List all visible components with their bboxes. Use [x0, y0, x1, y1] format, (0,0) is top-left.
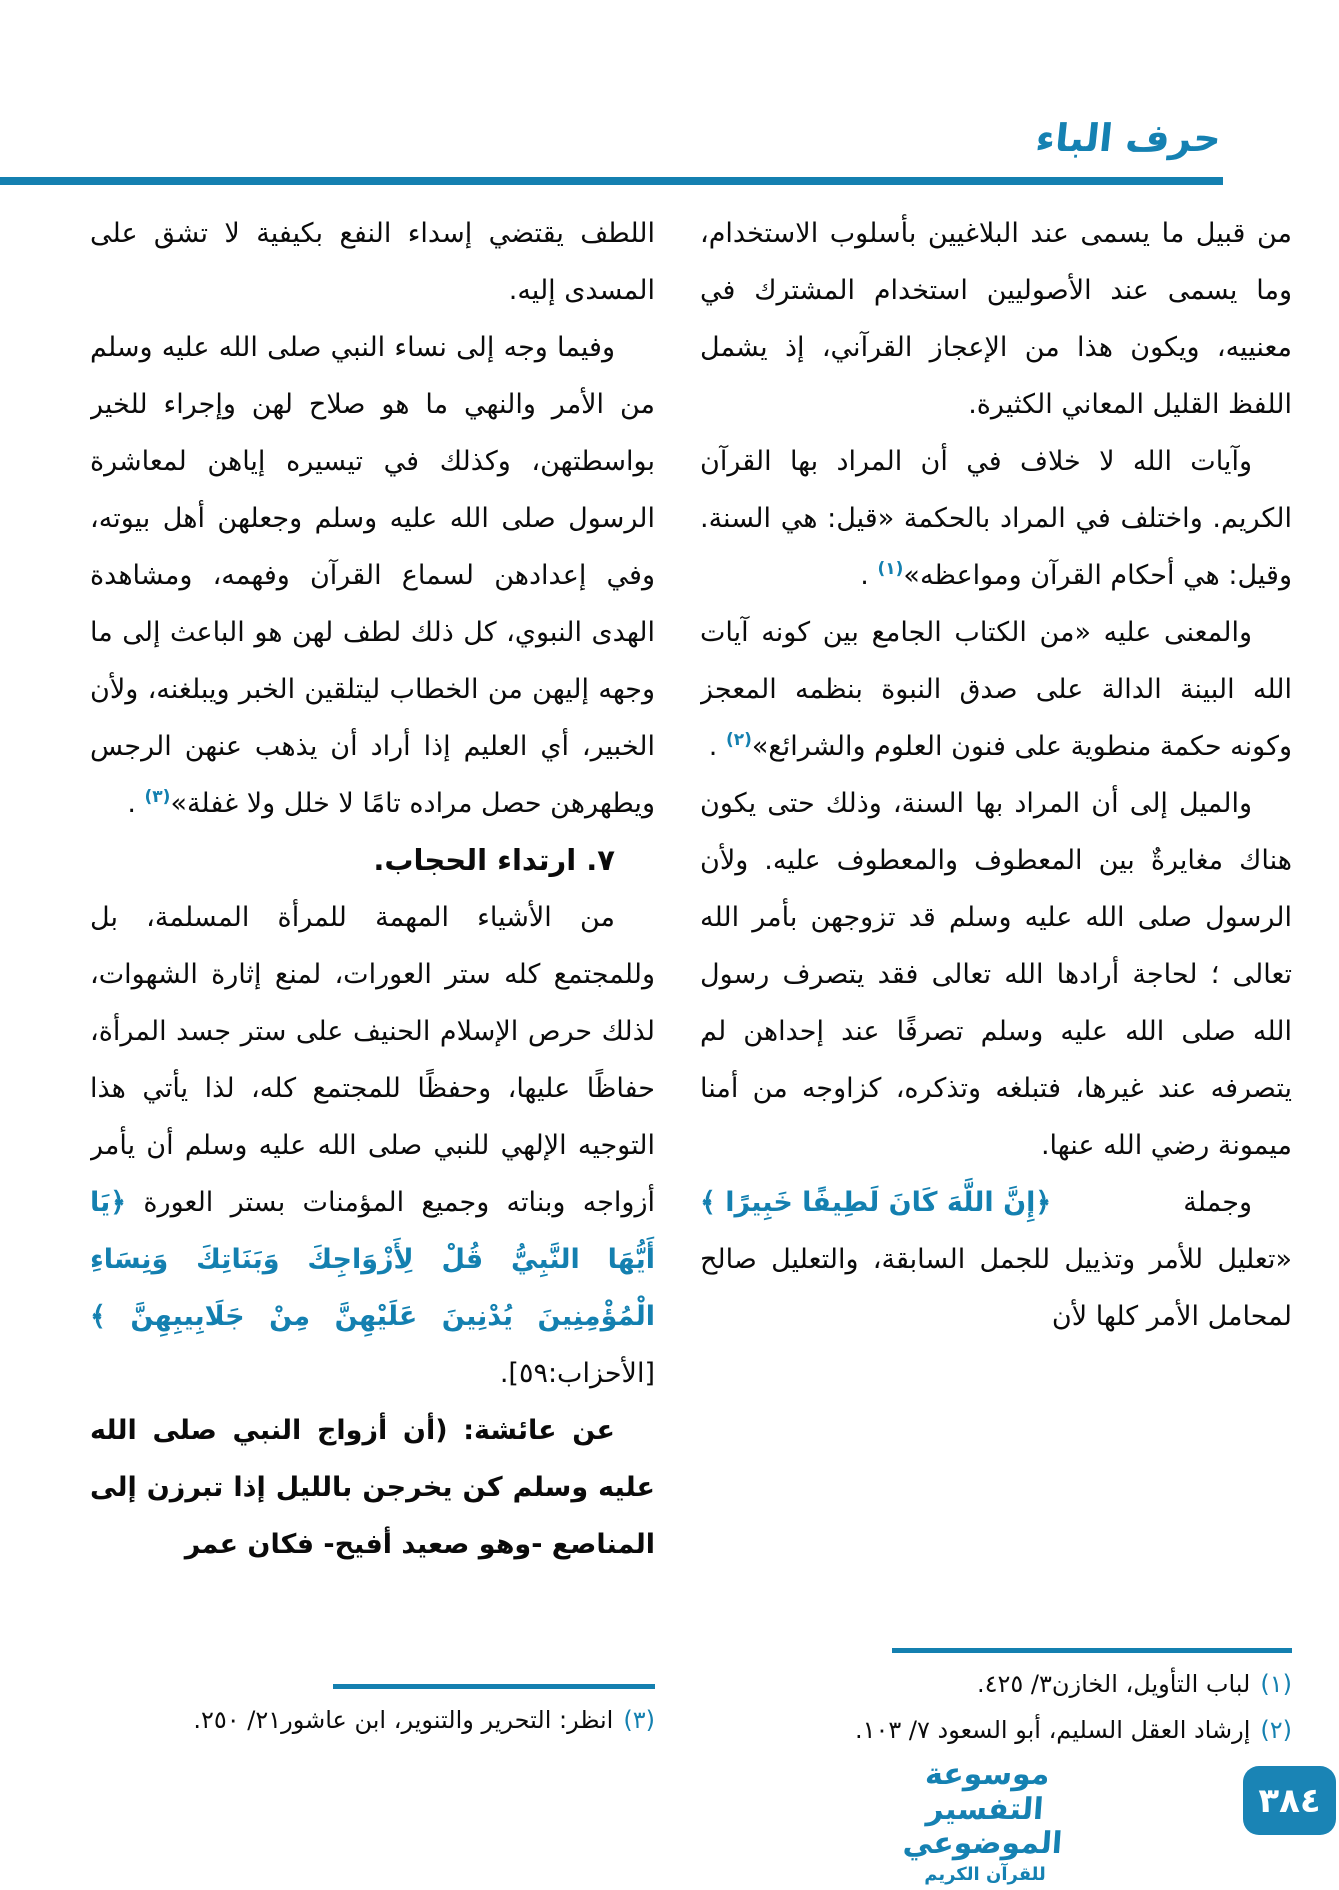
- footnote-separator: [333, 1684, 655, 1689]
- publisher-logo-subtitle: للقرآن الكريم: [924, 1863, 1046, 1885]
- page-number: ٣٨٤: [1258, 1780, 1321, 1821]
- footnote-text: انظر: التحرير والتنوير، ابن عاشور٢١/ ٢٥٠.: [193, 1706, 614, 1734]
- paragraph-lead-line: [700, 1174, 1292, 1231]
- column-left: [90, 205, 655, 1648]
- quran-verse: ﴿يَا أَيُّهَا النَّبِيُّ قُلْ لِأَزْوَاجِكَ وَبَنَاتِكَ وَنِسَاءِ الْمُؤْمِنِينَ يُدْنِينَ عَلَيْهِنَّ مِنْ جَلَابِيبِهِنَّ ﴾: [90, 1187, 655, 1332]
- publisher-logo-title: موسوعة التفسير الموضوعي: [901, 1757, 1064, 1861]
- column-right: [700, 205, 1292, 1648]
- paragraph: [700, 433, 1292, 604]
- page-number-badge: [1243, 1766, 1336, 1835]
- header-rule: [0, 177, 1223, 185]
- paragraph-text: من الأشياء المهمة للمرأة المسلمة، بل وللمجتمع كله ستر العورات، لمنع إثارة الشهوات، لذلك حرص الإسلام الحنيف على ستر جسد المرأة، حفاظًا عليها، وحفظًا للمجتمع كله، لذا يأتي هذا التوجيه الإلهي للنبي صلى الله عليه وسلم أن يأمر أزواجه وبناته وجميع المؤمنات بستر العورة: [90, 902, 655, 1218]
- footnote-ref: (٣): [144, 787, 171, 807]
- hadith-paragraph: عن عائشة: (أن أزواج النبي صلى الله عليه وسلم كن يخرجن بالليل إذا تبرزن إلى المناصع -وهو صعيد أفيح- فكان عمر: [90, 1415, 655, 1560]
- paragraph: والميل إلى أن المراد بها السنة، وذلك حتى يكون هناك مغايرةٌ بين المعطوف والمعطوف عليه. ولأن الرسول صلى الله عليه وسلم قد تزوجهن بأمر الله تعالى ؛ لحاجة أرادها الله تعالى فقد يتصرف رسول الله صلى الله عليه وسلم تصرفًا عند إحداهن لم يتصرفه عند غيرها، فتبلغه وتذكره، كزاوجه من أمنا ميمونة رضي الله عنها.: [700, 788, 1292, 1161]
- footnote-ref: (٢): [725, 730, 752, 750]
- paragraph-text: .: [860, 560, 878, 591]
- paragraph: [700, 604, 1292, 775]
- footnote-text: لباب التأويل، الخازن٣/ ٤٢٥.: [976, 1670, 1251, 1698]
- section-heading: ٧. ارتداء الحجاب.: [373, 843, 615, 877]
- quran-verse: ﴿إِنَّ اللَّهَ كَانَ لَطِيفًا خَبِيرًا ﴾: [700, 1187, 1052, 1218]
- verse-reference: [الأحزاب:٥٩].: [499, 1358, 655, 1389]
- paragraph-text: وآيات الله لا خلاف في أن المراد بها القرآن الكريم. واختلف في المراد بالحكمة «قيل: هي السنة. وقيل: هي أحكام القرآن ومواعظه»: [700, 446, 1292, 591]
- publisher-logo: [865, 1758, 1105, 1885]
- paragraph-text: وفيما وجه إلى نساء النبي صلى الله عليه وسلم من الأمر والنهي ما هو صلاح لهن وإجراء للخير بواسطتهن، وكذلك في تيسيره إياهن لمعاشرة الرسول صلى الله عليه وسلم وجعلهن أهل بيوته، وفي إعدادهن لسماع القرآن وفهمه، ومشاهدة الهدى النبوي، كل ذلك لطف لهن هو الباعث إلى ما وجهه إليهن من الخطاب ليتلقين الخبر ويبلغنه، ولأن الخبير، أي العليم إذا أراد أن يذهب عنهن الرجس ويطهرهن حصل مراده تامًا لا خلل ولا غفلة»: [90, 332, 655, 819]
- chapter-title: حرف الباء: [1033, 116, 1224, 160]
- footnote: [700, 1661, 1292, 1707]
- paragraph-text: .: [708, 731, 726, 762]
- paragraph: من قبيل ما يسمى عند البلاغيين بأسلوب الاستخدام، وما يسمى عند الأصوليين استخدام المشترك في معنييه، ويكون هذا من الإعجاز القرآني، إذ يشمل اللفظ القليل المعاني الكثيرة.: [700, 218, 1292, 420]
- footnote: [90, 1697, 655, 1743]
- paragraph-text: .: [127, 788, 145, 819]
- footnote-text: إرشاد العقل السليم، أبو السعود ٧/ ١٠٣.: [854, 1716, 1251, 1744]
- footnote-marker: (١): [1260, 1670, 1292, 1698]
- footnote-separator: [892, 1648, 1292, 1653]
- paragraph-text: والمعنى عليه «من الكتاب الجامع بين كونه آيات الله البينة الدالة على صدق النبوة بنظمه المعجز وكونه حكمة منطوية على فنون العلوم والشرائع»: [700, 617, 1292, 762]
- footnote: [700, 1707, 1292, 1753]
- paragraph: [90, 889, 655, 1402]
- footnote-marker: (٣): [623, 1706, 655, 1734]
- body-columns: [90, 205, 1292, 1648]
- footnote-marker: (٢): [1260, 1716, 1292, 1744]
- paragraph: اللطف يقتضي إسداء النفع بكيفية لا تشق على المسدى إليه.: [90, 218, 655, 306]
- footnotes-right: [700, 1648, 1292, 1753]
- footnotes-left: [90, 1684, 655, 1743]
- footnote-ref: (١): [877, 559, 904, 579]
- paragraph: [90, 319, 655, 832]
- paragraph-text: وجملة: [1183, 1187, 1252, 1218]
- paragraph: «تعليل للأمر وتذييل للجمل السابقة، والتعليل صالح لمحامل الأمر كلها لأن: [700, 1244, 1292, 1332]
